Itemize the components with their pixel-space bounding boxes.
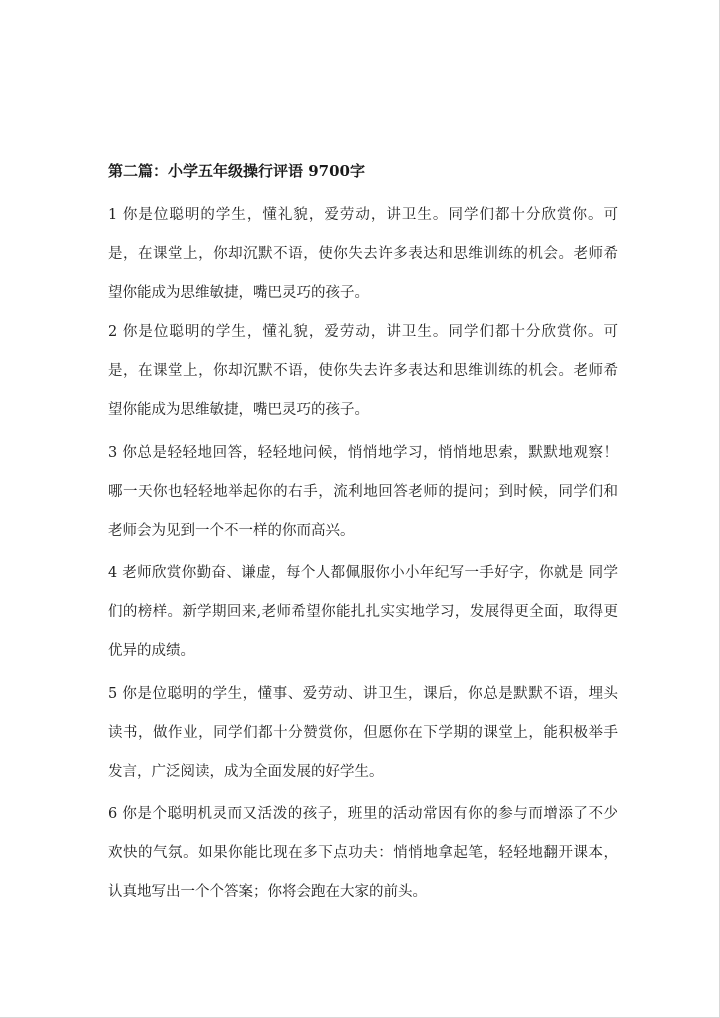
paragraph-line: 们的榜样。新学期回来,老师希望你能扎扎实实地学习，发展得更全面，取得更 — [108, 604, 618, 620]
paragraph-line: 认真地写出一个个答案；你将会跑在大家的前头。 — [108, 884, 427, 900]
paragraph-line: 4 老师欣赏你勤奋、谦虚，每个人都佩服你小小年纪写一手好字，你就是 同学 — [108, 565, 618, 581]
paragraph-line: 2 你是位聪明的学生，懂礼貌，爱劳动，讲卫生。同学们都十分欣赏你。可 — [108, 324, 618, 340]
paragraph-line: 1 你是位聪明的学生，懂礼貌，爱劳动，讲卫生。同学们都十分欣赏你。可 — [108, 207, 618, 223]
paragraph-line: 老师会为见到一个不一样的你而高兴。 — [108, 523, 355, 539]
document-title: 第二篇：小学五年级操行评语 9700字 — [108, 162, 365, 180]
paragraph-line: 6 你是个聪明机灵而又活泼的孩子，班里的活动常因有你的参与而增添了不少 — [108, 806, 618, 822]
paragraph-line: 望你能成为思维敏捷，嘴巴灵巧的孩子。 — [108, 402, 369, 418]
paragraph-line: 哪一天你也轻轻地举起你的右手，流利地回答老师的提问；到时候，同学们和 — [108, 484, 618, 500]
paragraph-line: 3 你总是轻轻地回答，轻轻地问候，悄悄地学习，悄悄地思索，默默地观察！ — [108, 445, 618, 461]
paragraph-line: 欢快的气氛。如果你能比现在多下点功夫：悄悄地拿起笔，轻轻地翻开课本， — [108, 845, 618, 861]
paragraph-line: 发言，广泛阅读，成为全面发展的好学生。 — [108, 764, 384, 780]
paragraph-line: 5 你是位聪明的学生，懂事、爱劳动、讲卫生，课后，你总是默默不语，埋头 — [108, 686, 618, 702]
paragraph-line: 望你能成为思维敏捷，嘴巴灵巧的孩子。 — [108, 285, 369, 301]
paragraph-line: 是，在课堂上，你却沉默不语，使你失去许多表达和思维训练的机会。老师希 — [108, 246, 618, 262]
paragraph-line: 优异的成绩。 — [108, 643, 195, 659]
paragraph-line: 是，在课堂上，你却沉默不语，使你失去许多表达和思维训练的机会。老师希 — [108, 363, 618, 379]
paragraph-line: 读书，做作业，同学们都十分赞赏你，但愿你在下学期的课堂上，能积极举手 — [108, 725, 618, 741]
